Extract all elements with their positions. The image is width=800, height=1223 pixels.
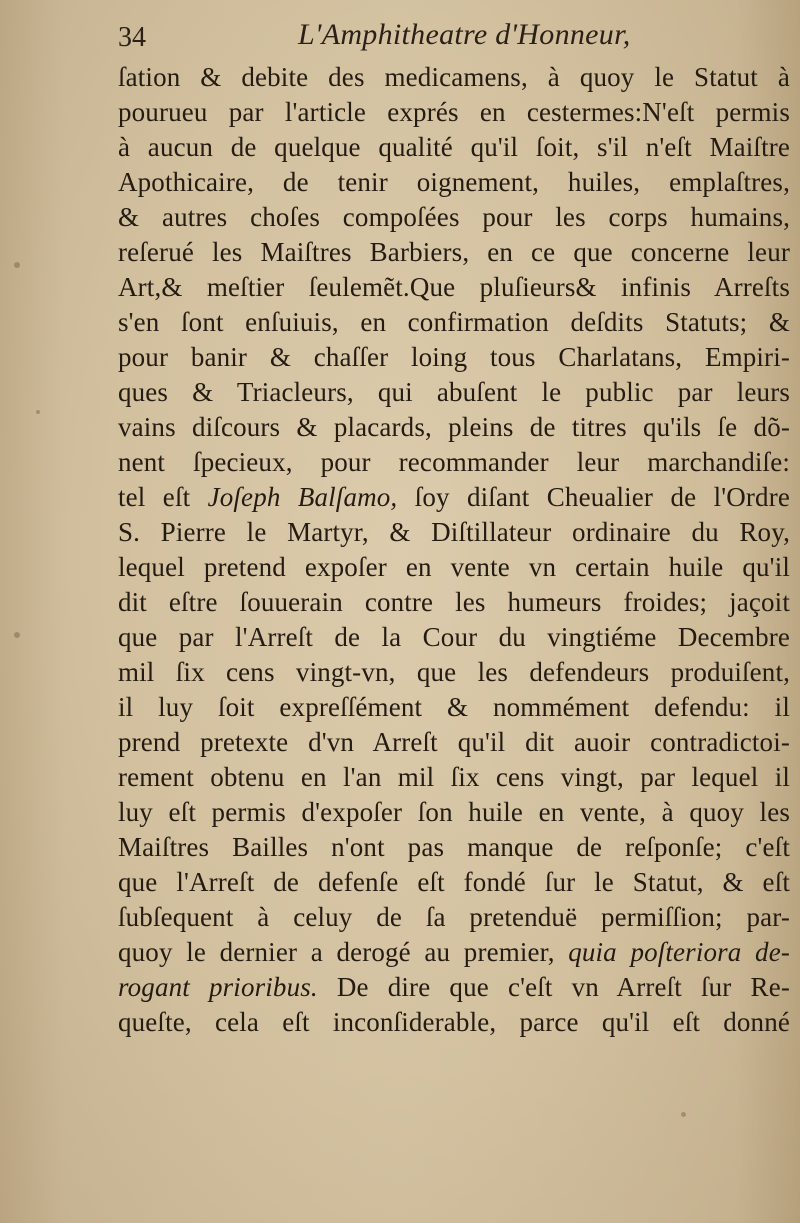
- ink-spot: [36, 410, 40, 414]
- text-segment: rement obtenu en l'an mil ſix cens vingt, par lequel il: [118, 762, 790, 792]
- text-line: [118, 200, 790, 235]
- text-segment: tel eſt: [118, 482, 208, 512]
- text-line: [118, 235, 790, 270]
- text-segment: ſoy diſant Cheualier de l'Ordre: [397, 482, 790, 512]
- italic-text: rogant prioribus.: [118, 972, 318, 1002]
- text-segment: vains diſcours & placards, pleins de titres qu'ils ſe dõ-: [118, 412, 790, 442]
- text-segment: luy eſt permis d'expoſer ſon huile en vente, à quoy les: [118, 797, 790, 827]
- text-line: [118, 60, 790, 95]
- text-line: [118, 445, 790, 480]
- text-segment: lequel pretend expoſer en vente vn certain huile qu'il: [118, 552, 790, 582]
- text-segment: & autres choſes compoſées pour les corps humains,: [118, 202, 790, 232]
- page-header: [118, 18, 720, 62]
- italic-text: quia poſteriora de-: [568, 937, 790, 967]
- text-line: [118, 830, 790, 865]
- text-segment: Art,& meſtier ſeulemẽt.Que pluſieurs& infinis Arreſts: [118, 272, 790, 302]
- text-segment: quoy le dernier a derogé au premier,: [118, 937, 569, 967]
- text-line: [118, 690, 790, 725]
- running-head: L'Amphitheatre d'Honneur,: [298, 18, 631, 51]
- text-segment: ques & Triacleurs, qui abuſent le public par leurs: [118, 377, 790, 407]
- text-segment: pourueu par l'article exprés en cestermes:N'eſt permis: [118, 97, 790, 127]
- text-segment: prend pretexte d'vn Arreſt qu'il dit auoir contradictoi-: [118, 727, 790, 757]
- text-line: [118, 935, 790, 970]
- text-line: [118, 865, 790, 900]
- ink-spot: [14, 632, 20, 638]
- text-segment: De dire que c'eſt vn Arreſt ſur Re-: [317, 972, 790, 1002]
- text-line: [118, 725, 790, 760]
- text-segment: que l'Arreſt de defenſe eſt fondé ſur le Statut, & eſt: [118, 867, 790, 897]
- page-number: 34: [118, 22, 146, 53]
- text-segment: ſubſequent à celuy de ſa pretenduë permiſſion; par-: [118, 902, 790, 932]
- text-line: [118, 375, 790, 410]
- text-segment: nent ſpecieux, pour recommander leur marchandiſe:: [118, 447, 790, 477]
- text-line: [118, 620, 790, 655]
- text-line: [118, 900, 790, 935]
- text-line: [118, 515, 790, 550]
- text-segment: il luy ſoit expreſſément & nommément defendu: il: [118, 692, 790, 722]
- text-line: [118, 970, 790, 1005]
- text-line: [118, 480, 790, 515]
- text-segment: mil ſix cens vingt-vn, que les defendeurs produiſent,: [118, 657, 790, 687]
- text-line: [118, 410, 790, 445]
- text-line: [118, 1005, 790, 1040]
- text-segment: à aucun de quelque qualité qu'il ſoit, s'il n'eſt Maiſtre: [118, 132, 790, 162]
- body-text: [118, 60, 790, 1040]
- text-line: [118, 165, 790, 200]
- ink-spot: [681, 1112, 686, 1117]
- ink-spot: [14, 262, 20, 268]
- text-line: [118, 130, 790, 165]
- italic-text: Joſeph Balſamo,: [207, 482, 398, 512]
- text-line: [118, 550, 790, 585]
- text-segment: que par l'Arreſt de la Cour du vingtiéme Decembre: [118, 622, 790, 652]
- text-line: [118, 305, 790, 340]
- text-line: [118, 795, 790, 830]
- text-line: [118, 340, 790, 375]
- text-segment: queſte, cela eſt inconſiderable, parce qu'il eſt donné: [118, 1007, 790, 1037]
- text-segment: dit eſtre ſouuerain contre les humeurs froides; jaçoit: [118, 587, 790, 617]
- text-line: [118, 585, 790, 620]
- text-line: [118, 95, 790, 130]
- text-line: [118, 655, 790, 690]
- text-line: [118, 760, 790, 795]
- text-segment: S. Pierre le Martyr, & Diſtillateur ordinaire du Roy,: [118, 517, 790, 547]
- text-segment: pour banir & chaſſer loing tous Charlatans, Empiri-: [118, 342, 790, 372]
- text-segment: s'en ſont enſuiuis, en confirmation deſdits Statuts; &: [118, 307, 790, 337]
- text-segment: Maiſtres Bailles n'ont pas manque de reſponſe; c'eſt: [118, 832, 790, 862]
- text-line: [118, 270, 790, 305]
- text-segment: reſerué les Maiſtres Barbiers, en ce que concerne leur: [118, 237, 790, 267]
- text-segment: ſation & debite des medicamens, à quoy le Statut à: [118, 62, 790, 92]
- text-segment: Apothicaire, de tenir oignement, huiles, emplaſtres,: [118, 167, 790, 197]
